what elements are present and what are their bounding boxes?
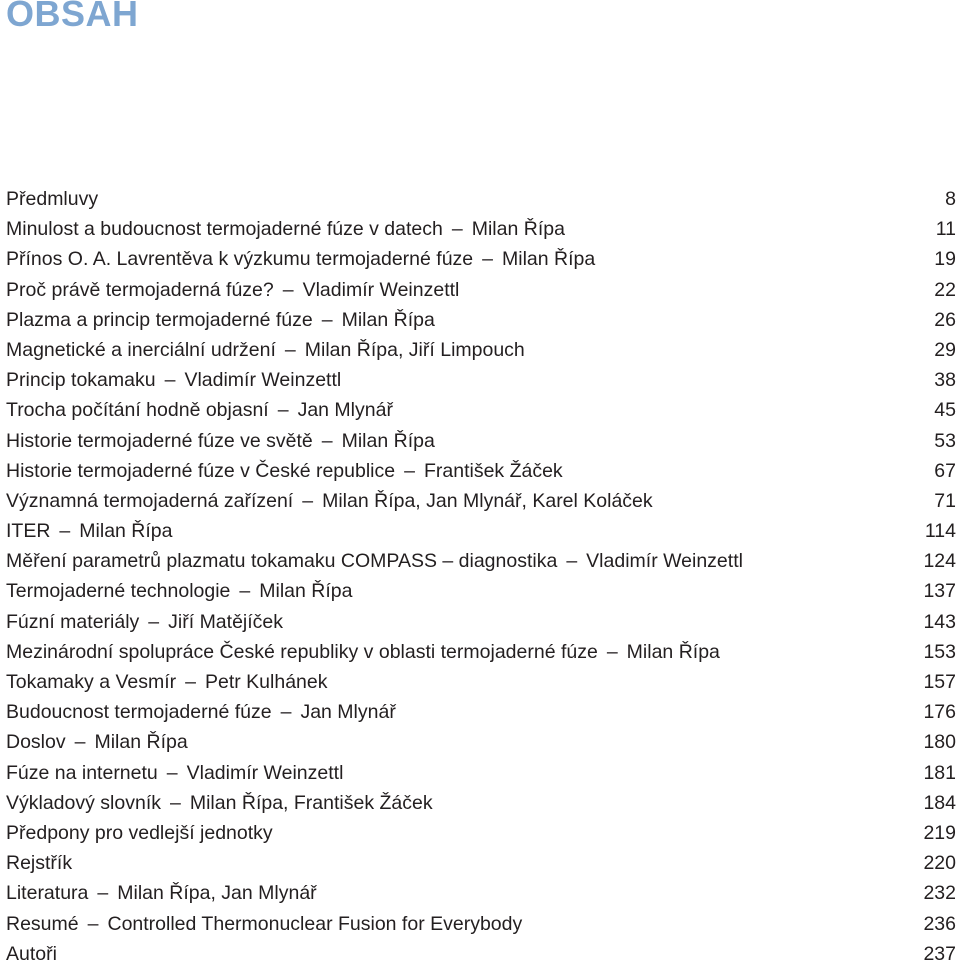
toc-entry[interactable] (6, 275, 956, 305)
toc-entry-title: Mezinárodní spolupráce České republiky v oblasti termojaderné fúze (6, 640, 598, 663)
toc-entry-separator: – (148, 610, 160, 633)
toc-entry-author: Milan Řípa, František Žáček (189, 791, 433, 814)
toc-entry-author: Jan Mlynář (300, 701, 396, 724)
toc-entry-title: Resumé (6, 912, 79, 935)
toc-entry-author: Vladimír Weinzettl (302, 278, 460, 301)
toc-entry-author: Jiří Matějíček (168, 610, 284, 633)
toc-entry-separator: – (239, 580, 251, 603)
toc-entry[interactable] (6, 516, 956, 546)
toc-entry-separator: – (277, 399, 289, 422)
toc-entry-page-number: 181 (923, 761, 956, 784)
toc-entry-author: Vladimír Weinzettl (184, 369, 342, 392)
toc-entry-author: František Žáček (423, 459, 563, 482)
toc-entry[interactable] (6, 426, 956, 456)
toc-entry-page-number: 71 (934, 489, 956, 512)
toc-entry[interactable] (6, 365, 956, 395)
toc-entry-page-number: 180 (923, 731, 956, 754)
toc-entry-separator: – (321, 429, 333, 452)
toc-entry[interactable] (6, 546, 956, 576)
toc-entry-title: Historie termojaderné fúze ve světě (6, 429, 313, 452)
toc-entry-separator: – (97, 882, 109, 905)
toc-entry-page-number: 53 (934, 429, 956, 452)
toc-entry[interactable] (6, 939, 956, 969)
toc-entry-page-number: 11 (935, 218, 956, 241)
toc-entry-page-number: 19 (934, 248, 956, 271)
toc-entry-page-number: 184 (923, 791, 956, 814)
toc-entry[interactable] (6, 667, 956, 697)
toc-entry[interactable] (6, 607, 956, 637)
toc-entry-author: Milan Řípa, Jan Mlynář (117, 882, 317, 905)
toc-entry-author: Milan Řípa (79, 520, 173, 543)
toc-entry-title: Termojaderné technologie (6, 580, 231, 603)
toc-entry-author: Milan Řípa (259, 580, 353, 603)
toc-entry-title: Rejstřík (6, 852, 73, 875)
toc-entry-separator: – (74, 731, 86, 754)
toc-entry-title: Předmluvy (6, 188, 99, 210)
toc-entry[interactable] (6, 456, 956, 486)
toc-entry-author: Milan Řípa (94, 731, 188, 754)
toc-entry-title: Autoři (6, 942, 57, 965)
toc-entry-title: Předpony pro vedlejší jednotky (6, 821, 273, 844)
toc-entry[interactable] (6, 214, 956, 244)
toc-entry-separator: – (282, 278, 294, 301)
toc-entry-title: Minulost a budoucnost termojaderné fúze v datech (6, 218, 443, 241)
toc-entry-page-number: 8 (945, 188, 956, 210)
toc-entry-title: Plazma a princip termojaderné fúze (6, 308, 313, 331)
toc-entry-author: Milan Řípa (341, 429, 435, 452)
toc-entry-separator: – (482, 248, 493, 271)
toc-entry-separator: – (166, 761, 178, 784)
toc-entry-separator: – (169, 791, 181, 814)
page-title: OBSAH (6, 0, 139, 34)
toc-entry[interactable] (6, 576, 956, 606)
toc-entry-separator: – (284, 338, 296, 361)
toc-entry-separator: – (302, 489, 314, 512)
toc-entry-separator: – (451, 218, 463, 241)
toc-entry-separator: – (321, 308, 333, 331)
toc-entry-separator: – (566, 550, 578, 573)
toc-entry-separator: – (185, 671, 196, 693)
toc-entry-separator: – (164, 369, 176, 392)
toc-entry[interactable] (6, 486, 956, 516)
toc-entry-author: Controlled Thermonuclear Fusion for Everybody (107, 912, 523, 935)
toc-entry-page-number: 29 (934, 338, 956, 361)
toc-entry-author: Milan Řípa (471, 218, 565, 241)
toc-entry-title: Magnetické a inerciální udržení (6, 338, 276, 361)
toc-entry-title: Fúzní materiály (6, 610, 140, 633)
toc-entry-page-number: 219 (923, 821, 956, 844)
toc-entry-page-number: 220 (923, 852, 956, 875)
toc-entry-page-number: 22 (934, 278, 956, 301)
toc-entry[interactable] (6, 184, 956, 214)
toc-entry-author: Milan Řípa (341, 308, 435, 331)
toc-entry-separator: – (404, 459, 415, 482)
toc-entry[interactable] (6, 395, 956, 425)
toc-entry-separator: – (59, 520, 71, 543)
toc-entry-page-number: 157 (923, 671, 956, 693)
toc-entry-separator: – (87, 912, 99, 935)
toc-entry-page-number: 67 (934, 459, 956, 482)
toc-entry[interactable] (6, 697, 956, 727)
toc-entry-title: Přínos O. A. Lavrentěva k výzkumu termojaderné fúze (6, 248, 474, 271)
toc-entry-title: Historie termojaderné fúze v České republice (6, 459, 396, 482)
toc-entry-title: Princip tokamaku (6, 369, 156, 392)
toc-entry-page-number: 232 (923, 882, 956, 905)
toc-entry[interactable] (6, 909, 956, 939)
toc-entry-title: Budoucnost termojaderné fúze (6, 701, 272, 724)
toc-entry-author: Milan Řípa, Jan Mlynář, Karel Koláček (322, 489, 653, 512)
toc-entry-separator: – (280, 701, 292, 724)
toc-entry-title: Trocha počítání hodně objasní (6, 399, 269, 422)
toc-entry-author: Milan Řípa, Jiří Limpouch (304, 338, 525, 361)
toc-entry-author: Milan Řípa (626, 640, 720, 663)
toc-entry-title: Měření parametrů plazmatu tokamaku COMPASS – diagnostika (6, 550, 558, 573)
toc-entry-author: Jan Mlynář (297, 399, 393, 422)
toc-entry-title: ITER (6, 520, 51, 543)
toc-entry-author: Milan Řípa (502, 248, 596, 271)
toc-entry-title: Literatura (6, 882, 89, 905)
toc-entry[interactable] (6, 335, 956, 365)
toc-entry[interactable] (6, 758, 956, 788)
toc-entry[interactable] (6, 305, 956, 335)
toc-entry[interactable] (6, 848, 956, 878)
toc-entry-author: Petr Kulhánek (205, 671, 328, 693)
toc-entry[interactable] (6, 637, 956, 667)
toc-entry-page-number: 237 (923, 942, 956, 965)
toc-entry-page-number: 38 (934, 369, 956, 392)
toc-entry-title: Tokamaky a Vesmír (6, 671, 177, 693)
toc-entry-title: Proč právě termojaderná fúze? (6, 278, 274, 301)
toc-entry[interactable] (6, 818, 956, 848)
toc-entry[interactable] (6, 727, 956, 757)
toc-entry[interactable] (6, 244, 956, 274)
toc-entry[interactable] (6, 878, 956, 908)
toc-entry-title: Doslov (6, 731, 66, 754)
toc-entry-page-number: 176 (923, 701, 956, 724)
toc-entry-page-number: 153 (923, 640, 956, 663)
toc-entry-page-number: 45 (934, 399, 956, 422)
table-of-contents (6, 184, 956, 969)
toc-entry-author: Vladimír Weinzettl (586, 550, 743, 573)
toc-entry-page-number: 26 (934, 308, 956, 331)
toc-entry-page-number: 236 (923, 912, 956, 935)
toc-entry-separator: – (606, 640, 618, 663)
toc-entry-title: Fúze na internetu (6, 761, 158, 784)
toc-entry-title: Významná termojaderná zařízení (6, 489, 294, 512)
toc-entry-author: Vladimír Weinzettl (186, 761, 344, 784)
toc-entry-page-number: 137 (923, 580, 956, 603)
toc-entry-title: Výkladový slovník (6, 791, 161, 814)
toc-entry-page-number: 124 (923, 550, 956, 573)
toc-entry-page-number: 143 (923, 610, 956, 633)
toc-entry[interactable] (6, 788, 956, 818)
toc-entry-page-number: 114 (924, 520, 956, 543)
